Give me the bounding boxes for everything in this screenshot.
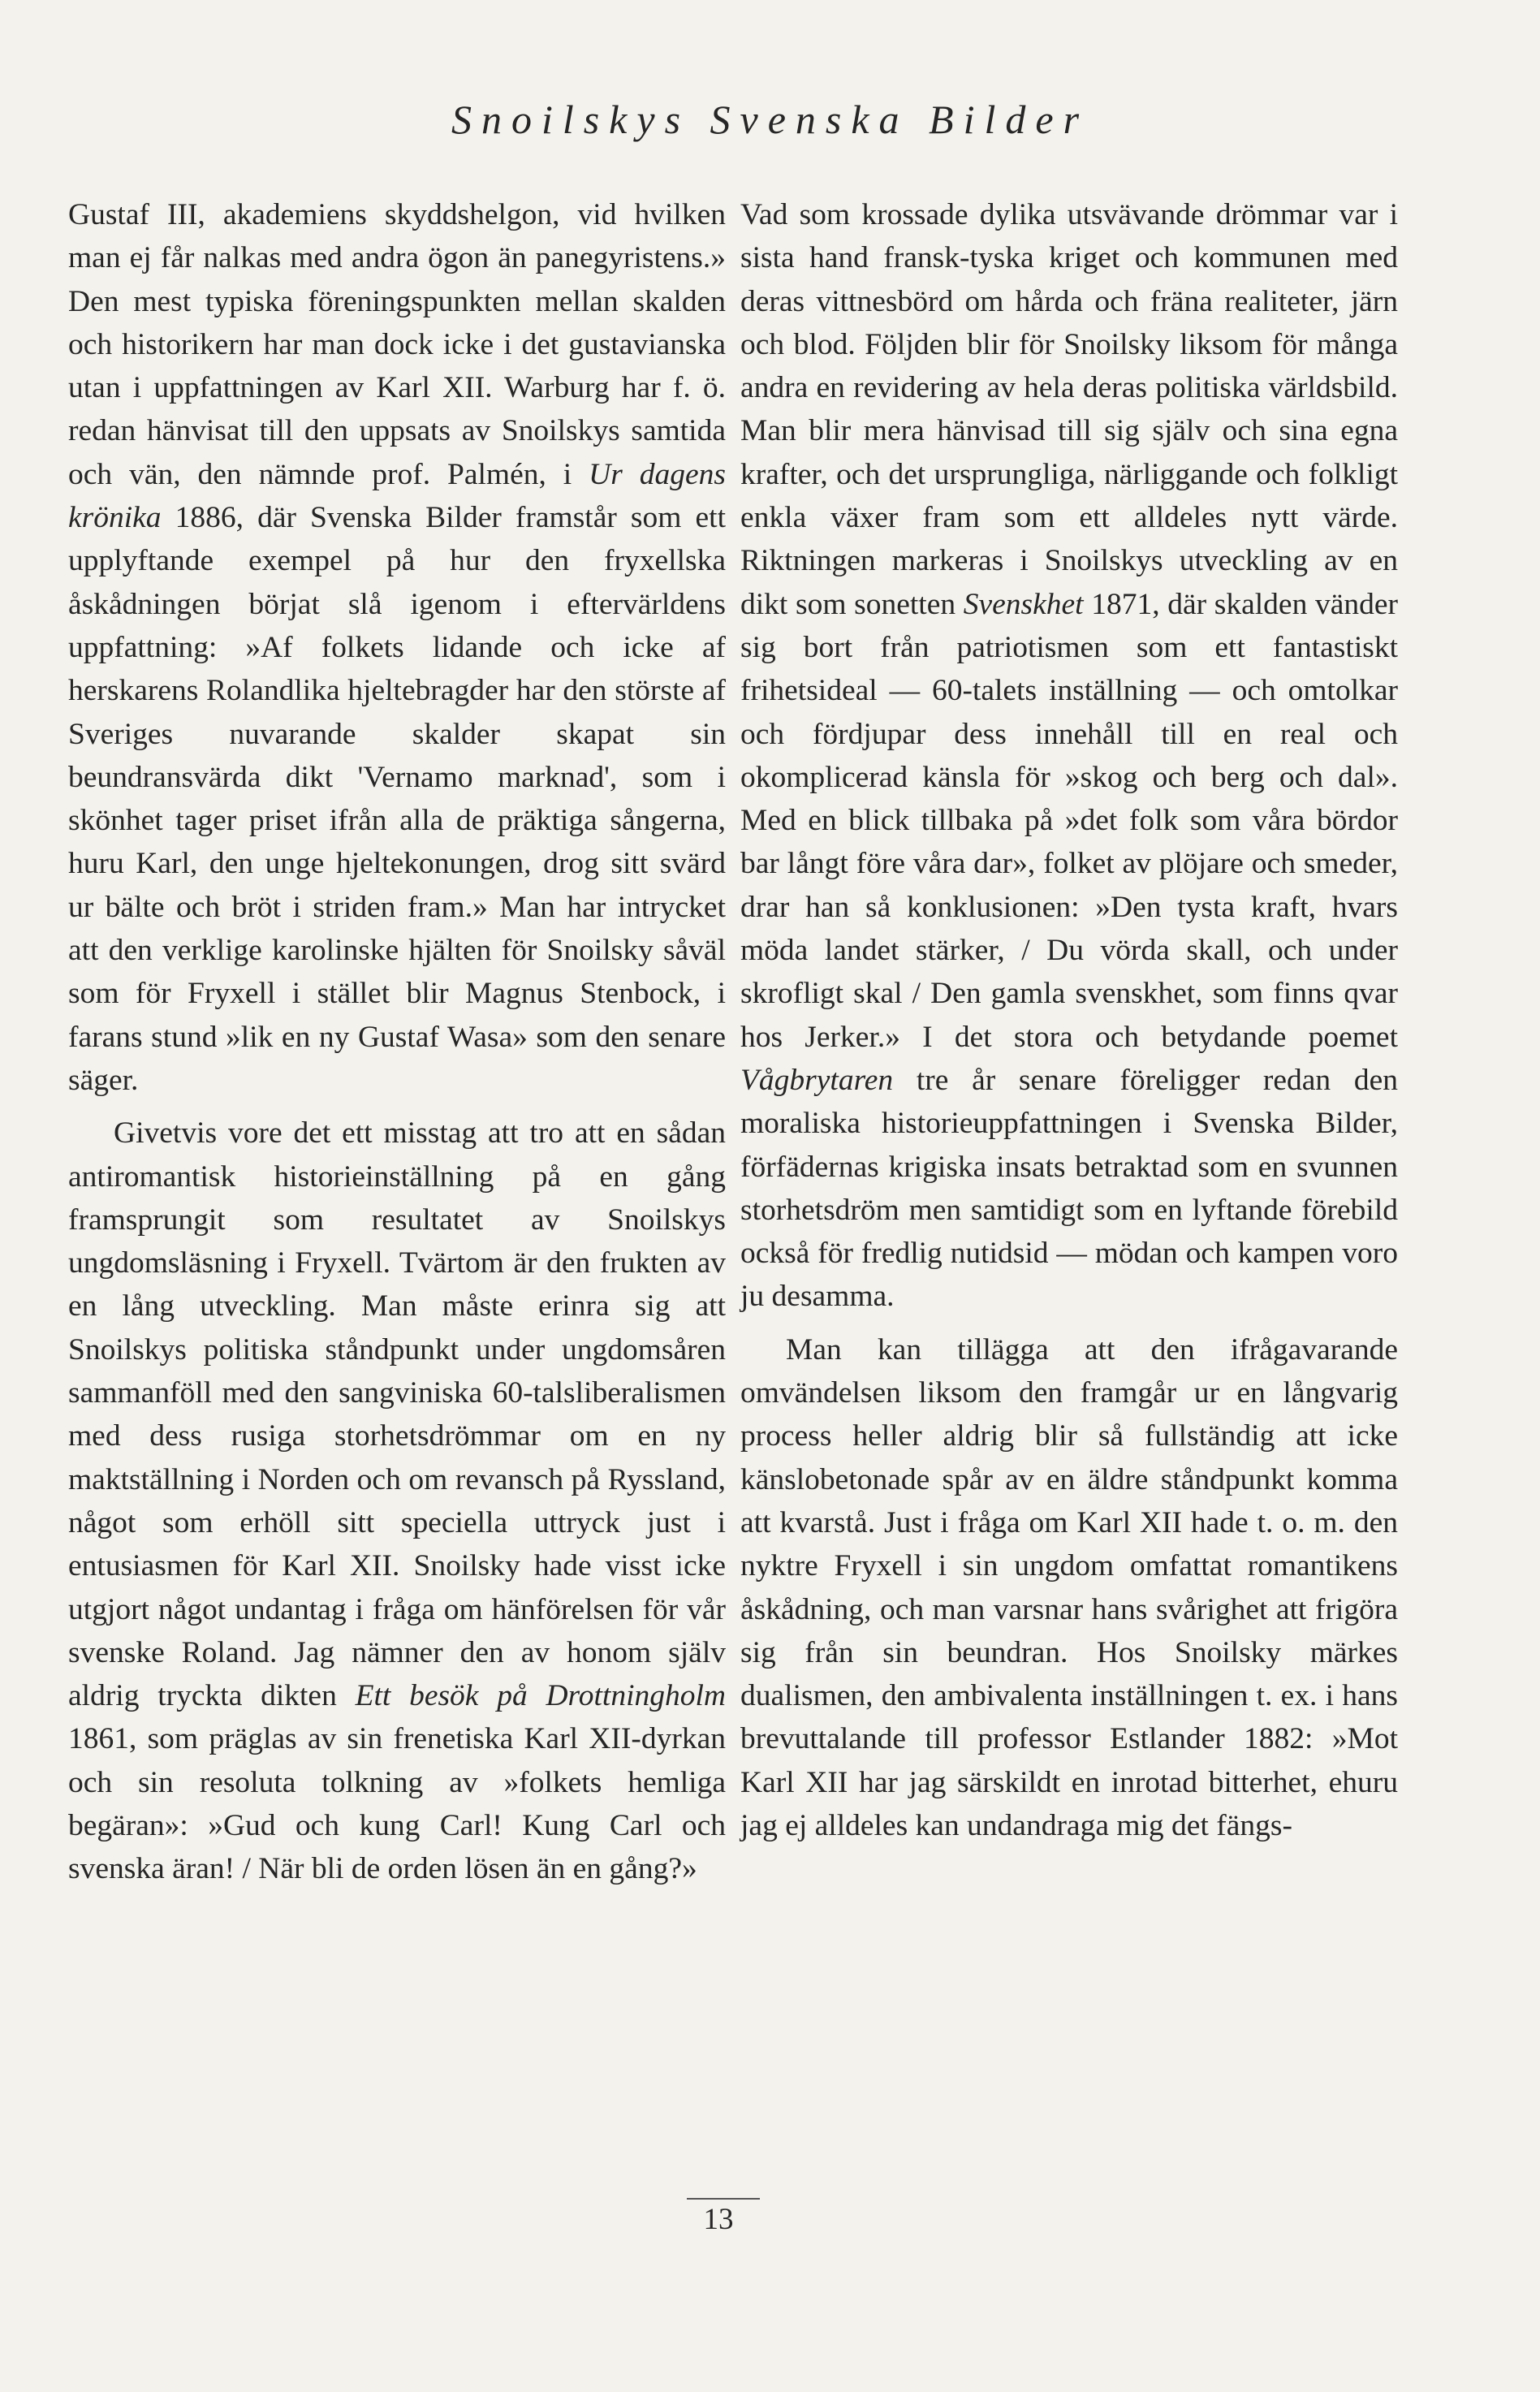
- italic-title: Ett besök på Drottningholm: [355, 1679, 726, 1713]
- right-paragraph-1: [740, 193, 1398, 1319]
- text-run: 1861, som präglas av sin frenetiska Karl XII-dyrkan och sin resoluta tolkning av »folkets hemliga begäran»: »Gud och kung Carl! Kung Carl och svenska äran! / När bli de orden lösen än en gång?»: [68, 1722, 726, 1886]
- page-number: 13: [703, 2203, 734, 2236]
- italic-title: Svenskhet: [963, 587, 1084, 621]
- text-run: Givetvis vore det ett misstag att tro att en sådan antiromantisk historieinställning på en gång framsprungit som resultatet av Snoilskys ungdomsläsning i Fryxell. Tvärtom är den frukten av en lång utveckling. Man måste erinra sig att Snoilskys politiska ståndpunkt under ungdomsåren sammanföll med den sangviniska 60-talsliberalismen med dess rusiga storhetsdrömmar om en ny maktställning i Norden och om revansch på Ryssland, något som erhöll sitt speciella uttryck just i entusiasmen för Karl XII. Snoilsky hade visst icke utgjort något undantag i fråga om hänförelsen för vår svenske Roland. Jag nämner den av honom själv aldrig tryckta dikten: [68, 1116, 726, 1713]
- text-run: 1886, där Svenska Bilder framstår som ett upplyftande exempel på hur den fryxellska åskådningen börjat slå igenom i eftervärldens uppfattning: »Af folkets lidande och icke af herskarens Rolandlika hjeltebragder har den störste af Sveriges nuvarande skalder skapat sin beundransvärda dikt 'Vernamo marknad', som i skönhet tager priset ifrån alla de präktiga sångerna, huru Karl, den unge hjeltekonungen, drog sitt svärd ur bälte och bröt i striden fram.» Man har intrycket att den verklige karolinske hjälten för Snoilsky såväl som för Fryxell i stället blir Magnus Stenbock, i farans stund »lik en ny Gustaf Wasa» som den senare säger.: [68, 501, 726, 1097]
- italic-title: Vågbrytaren: [740, 1063, 894, 1097]
- text-run: 1871, där skalden vänder sig bort från patriotismen som ett fantastiskt frihetsideal — 60-talets inställning — och omtolkar och fördjupar dess innehåll till en real och okomplicerad känsla för »skog och berg och dal». Med en blick tillbaka på »det folk som våra bördor bar långt före våra dar», folket av plöjare och smeder, drar han så konklusionen: »Den tysta kraft, hvars möda landet stärker, / Du vörda skall, och under skrofligt skal / Den gamla svenskhet, som finns qvar hos Jerker.» I det stora och betydande poemet: [740, 587, 1398, 1054]
- footer-rule: [687, 2198, 760, 2200]
- text-run: Gustaf III, akademiens skyddshelgon, vid hvilken man ej får nalkas med andra ögon än panegyristens.» Den mest typiska föreningspunkten mellan skalden och historikern har man dock icke i det gustavianska utan i uppfattningen av Karl XII. Warburg har f. ö. redan hänvisat till den uppsats av Snoilskys samtida och vän, den nämnde prof. Palmén, i: [68, 198, 726, 491]
- text-run: Man kan tillägga att den ifrågavarande omvändelsen liksom den framgår ur en långvarig process heller aldrig blir så fullständig att icke känslobetonade spår av en äldre ståndpunkt komma att kvarstå. Just i fråga om Karl XII hade t. o. m. den nyktre Fryxell i sin ungdom omfattat romantikens åskådning, och man varsnar hans svårighet att frigöra sig från sin beundran. Hos Snoilsky märkes dualismen, den ambivalenta inställningen t. ex. i hans brevuttalande till professor Estlander 1882: »Mot Karl XII har jag särskildt en inrotad bitterhet, ehuru jag ej alldeles kan undandraga mig det fängs-: [740, 1332, 1398, 1842]
- left-column: [68, 193, 726, 1891]
- text-run: Vad som krossade dylika utsvävande drömmar var i sista hand fransk-tyska kriget och kommunen med deras vittnesbörd om hårda och fräna realiteter, järn och blod. Följden blir för Snoilsky liksom för många andra en revidering av hela deras politiska världsbild. Man blir mera hänvisad till sig själv och sina egna krafter, och det ursprungliga, närliggande och folkligt enkla växer fram som ett alldeles nytt värde. Riktningen markeras i Snoilskys utveckling av en dikt som sonetten: [740, 198, 1398, 621]
- text-run: tre år senare föreligger redan den moraliska historieuppfattningen i Svenska Bilder, förfädernas krigiska insats betraktad som en svunnen storhetsdröm men samtidigt som en lyftande förebild också för fredlig nutidsid — mödan och kampen voro ju desamma.: [740, 1063, 1398, 1314]
- right-column: [740, 193, 1398, 1847]
- right-paragraph-2: [740, 1328, 1398, 1848]
- italic-title: Ur dagens krönika: [68, 457, 726, 535]
- left-paragraph-2: [68, 1112, 726, 1890]
- running-title: Snoilskys Svenska Bilder: [451, 97, 1089, 142]
- left-paragraph-1: [68, 193, 726, 1102]
